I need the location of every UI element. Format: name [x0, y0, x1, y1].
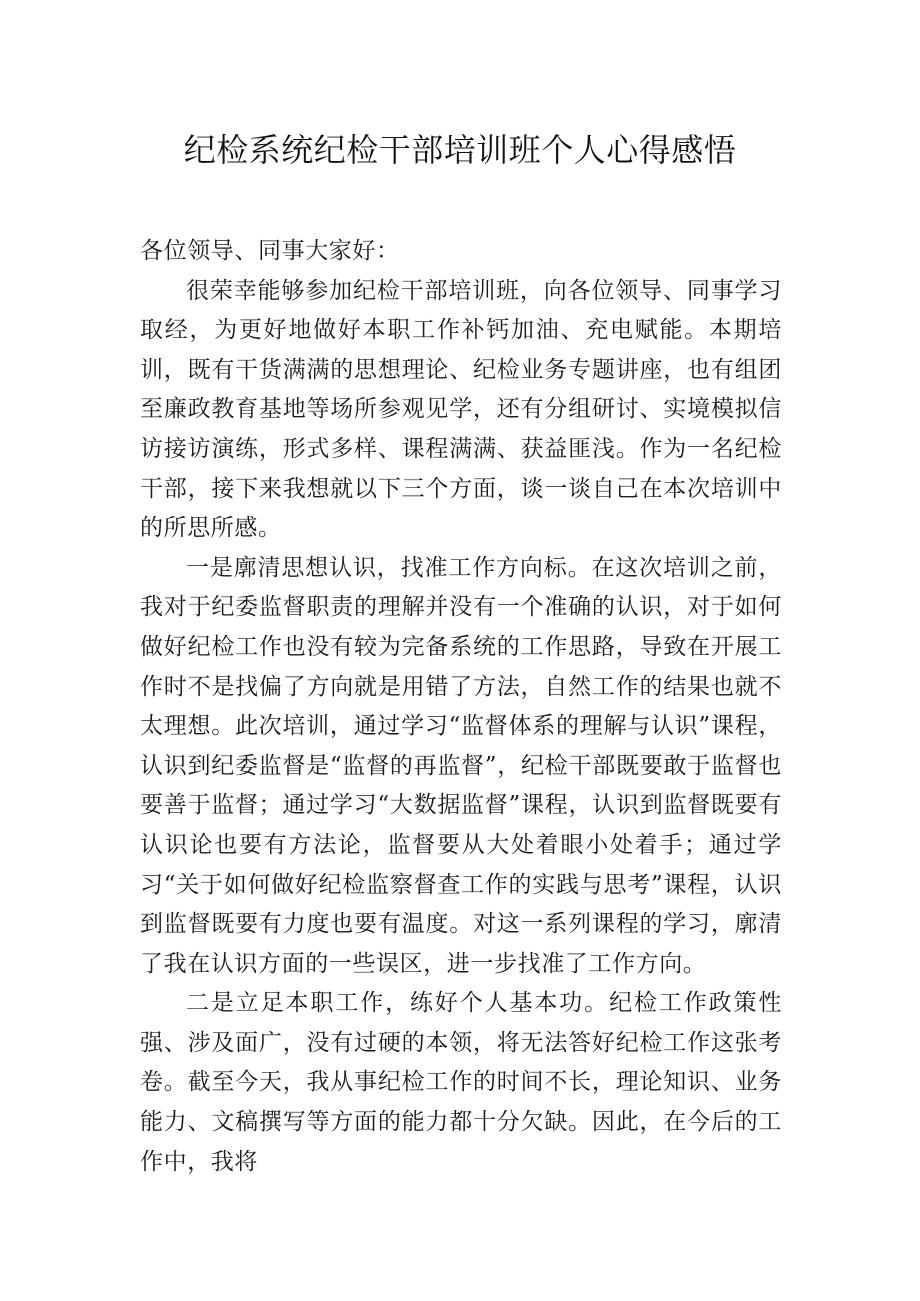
document-title: 纪检系统纪检干部培训班个人心得感悟: [183, 131, 737, 169]
paragraph-point-one: 一是廓清思想认识，找准工作方向标。在这次培训之前，我对于纪委监督职责的理解并没有一个准确的认识，对于如何做好纪检工作也没有较为完备系统的工作思路，导致在开展工作时不是找偏了方向就是用错了方法，自然工作的结果也就不太理想。此次培训，通过学习“监督体系的理解与认识”课程，认识到纪委监督是“监督的再监督”，纪检干部既要敢于监督也要善于监督；通过学习“大数据监督”课程，认识到监督既要有认识论也要有方法论，监督要从大处着眼小处着手；通过学习“关于如何做好纪检监察督查工作的实践与思考”课程，认识到监督既要有力度也要有温度。对这一系列课程的学习，廓清了我在认识方面的一些误区，进一步找准了工作方向。: [140, 554, 782, 977]
greeting-line: 各位领导、同事大家好：: [140, 238, 400, 264]
paragraph-point-two: 二是立足本职工作，练好个人基本功。纪检工作政策性强、涉及面广，没有过硬的本领，将无法答好纪检工作这张考卷。截至今天，我从事纪检工作的时间不长，理论知识、业务能力、文稿撰写等方面的能力都十分欠缺。因此，在今后的工作中，我将: [140, 990, 782, 1175]
paragraph-intro: 很荣幸能够参加纪检干部培训班，向各位领导、同事学习取经，为更好地做好本职工作补钙加油、充电赋能。本期培训，既有干货满满的思想理论、纪检业务专题讲座，也有组团至廉政教育基地等场所参观见学，还有分组研讨、实境模拟信访接访演练，形式多样、课程满满、获益匪浅。作为一名纪检干部，接下来我想就以下三个方面，谈一谈自己在本次培训中的所思所感。: [140, 277, 782, 542]
document-body: [140, 232, 782, 1182]
